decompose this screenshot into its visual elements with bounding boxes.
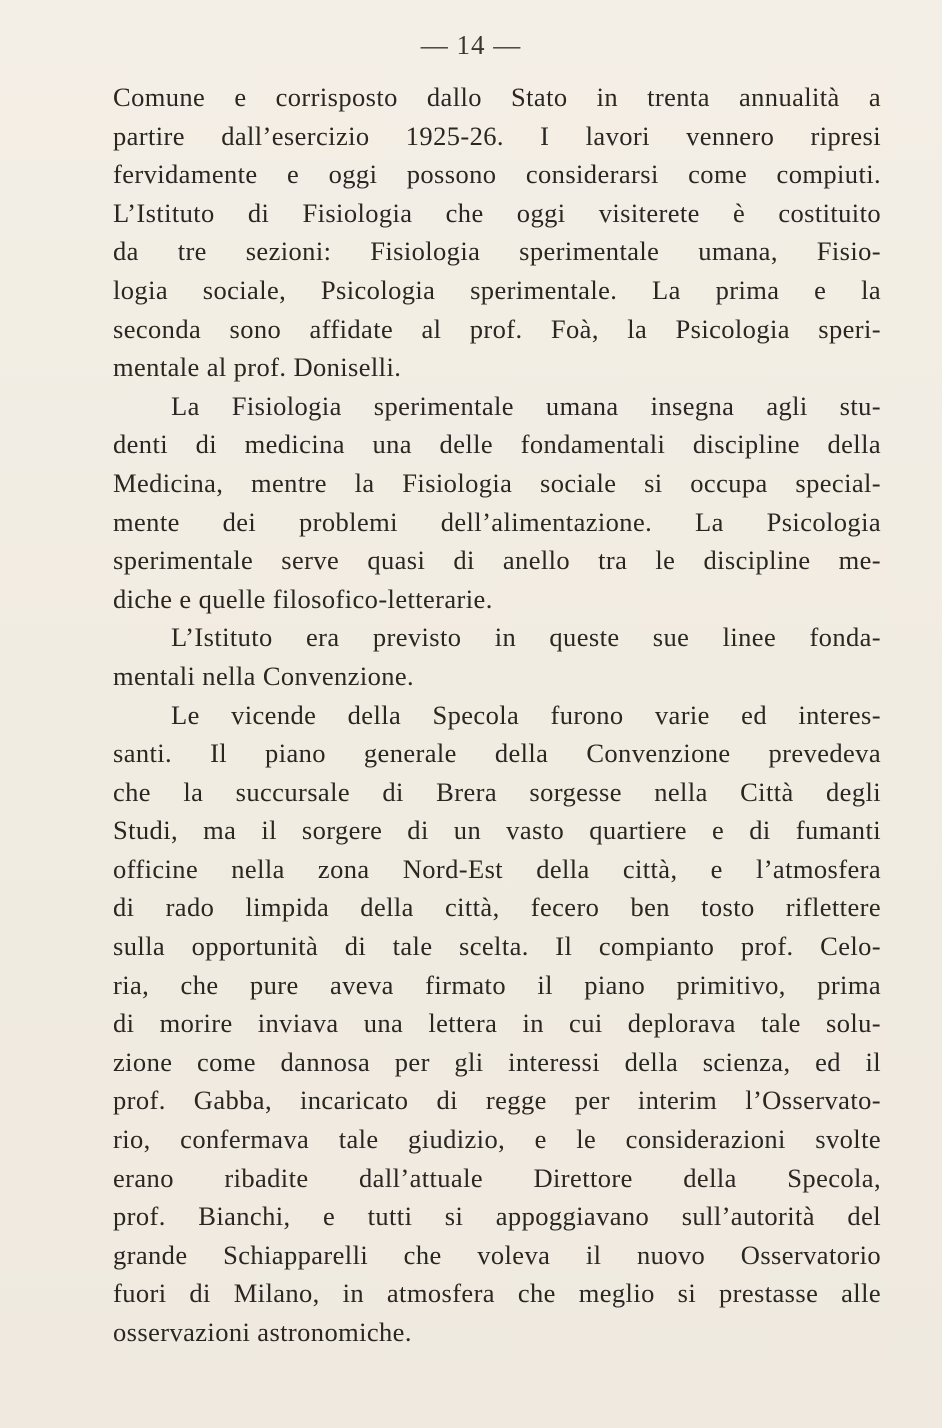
text-line: mente dei problemi dell’alimentazione. La Psicologia (113, 506, 881, 537)
text-line: diche e quelle filosofico-letterarie. (113, 583, 493, 614)
text-line: Studi, ma il sorgere di un vasto quartiere e di fumanti (113, 815, 881, 846)
text-line: Medicina, mentre la Fisiologia sociale si occupa special- (113, 467, 881, 498)
text-line: santi. Il piano generale della Convenzione prevedeva (113, 738, 881, 769)
text-line: L’Istituto era previsto in queste sue linee fonda- (171, 622, 881, 653)
text-line: mentali nella Convenzione. (113, 660, 415, 691)
text-line: che la succursale di Brera sorgesse nella Città degli (113, 776, 881, 807)
text-line: denti di medicina una delle fondamentali discipline della (113, 429, 881, 460)
text-line: prof. Gabba, incaricato di regge per interim l’Osservato- (113, 1085, 881, 1116)
text-line: Le vicende della Specola furono varie ed interes- (171, 699, 881, 730)
text-line: L’Istituto di Fisiologia che oggi visiterete è costituito (113, 197, 881, 228)
text-line: sulla opportunità di tale scelta. Il compianto prof. Celo- (113, 931, 881, 962)
text-line: officine nella zona Nord-Est della città, e l’atmosfera (113, 853, 881, 884)
text-line: rio, confermava tale giudizio, e le considerazioni svolte (113, 1124, 881, 1155)
text-line: di rado limpida della città, fecero ben tosto riflettere (113, 892, 881, 923)
page-number: — 14 — (420, 30, 522, 60)
text-line: da tre sezioni: Fisiologia sperimentale umana, Fisio- (113, 236, 881, 267)
body-text (113, 78, 881, 1352)
text-line: seconda sono affidate al prof. Foà, la Psicologia speri- (113, 313, 881, 344)
text-line: osservazioni astronomiche. (113, 1317, 412, 1347)
text-line: prof. Bianchi, e tutti si appoggiavano sull’autorità del (113, 1201, 881, 1232)
text-line: partire dall’esercizio 1925-26. I lavori vennero ripresi (113, 120, 881, 151)
text-line: La Fisiologia sperimentale umana insegna agli stu- (171, 390, 881, 421)
text-line: logia sociale, Psicologia sperimentale. La prima e la (113, 274, 881, 305)
text-line: zione come dannosa per gli interessi della scienza, ed il (113, 1046, 881, 1077)
text-line: erano ribadite dall’attuale Direttore della Specola, (113, 1162, 881, 1193)
text-line: grande Schiapparelli che voleva il nuovo Osservatorio (113, 1239, 881, 1270)
text-line: sperimentale serve quasi di anello tra le discipline me- (113, 545, 881, 576)
text-line: di morire inviava una lettera in cui deplorava tale solu- (113, 1008, 881, 1039)
text-line: fuori di Milano, in atmosfera che meglio si prestasse alle (113, 1278, 881, 1309)
text-line: mentale al prof. Doniselli. (113, 352, 402, 383)
text-line: fervidamente e oggi possono considerarsi come compiuti. (113, 159, 881, 190)
text-line: Comune e corrisposto dallo Stato in trenta annualità a (113, 82, 881, 112)
text-line: ria, che pure aveva firmato il piano primitivo, prima (113, 969, 881, 1000)
